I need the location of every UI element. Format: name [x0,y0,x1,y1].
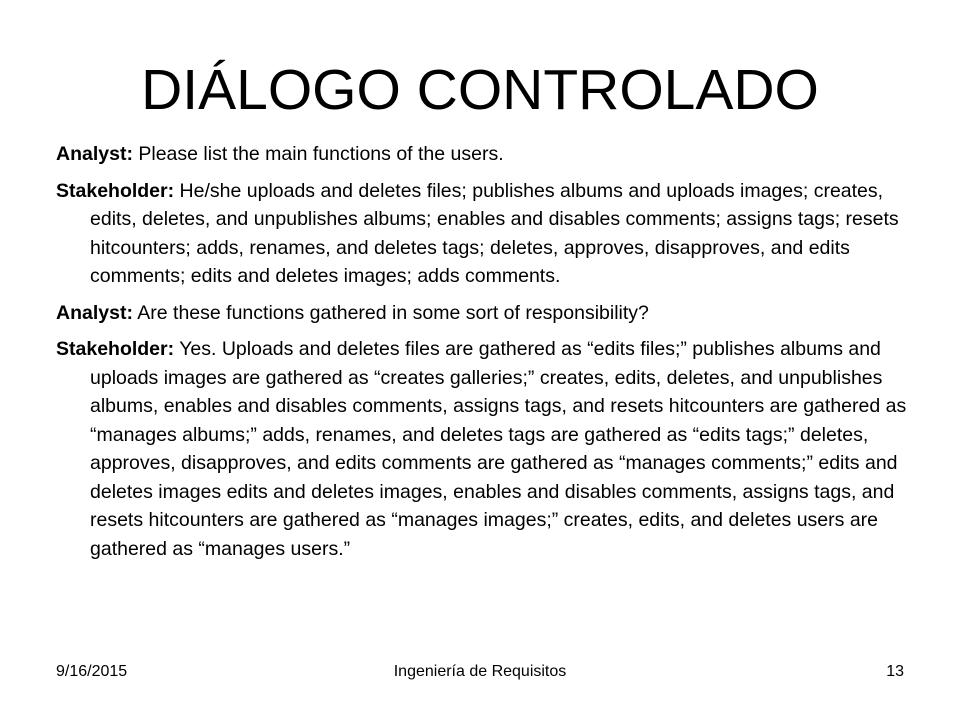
dialogue-text: Yes. Uploads and deletes files are gathered as “edits files;” publishes albums and uploads images are gathered as “creates galleries;” creates, edits, deletes, and unpublishes albums, enables and disables comments, assigns tags, and resets hitcounters are gathered as “manages albums;” adds, renames, and deletes tags are gathered as “edits tags;” deletes, approves, disapproves, and edits comments are gathered as “manages comments;” edits and deletes images edits and deletes images, enables and disables comments, assigns tags, and resets hitcounters are gathered as “manages images;” creates, edits, and deletes users are gathered as “manages users.” [90,338,907,560]
speaker-label: Stakeholder: [56,338,175,360]
footer-course-title: Ingeniería de Requisitos [393,663,567,680]
dialogue-text: He/she uploads and deletes files; publishes albums and uploads images; creates, edits, deletes, and unpublishes albums; enables and disables comments; assigns tags; resets hitcounters; adds, renames, and deletes tags; deletes, approves, disapproves, and edits comments; edits and deletes images; adds comments. [90,179,899,287]
footer-page-number: 13 [886,663,904,680]
dialogue-text: Are these functions gathered in some sort of responsibility? [137,301,649,324]
dialogue-paragraph [56,140,908,169]
speaker-label: Stakeholder: [56,179,175,202]
dialogue-text: Please list the main functions of the users. [138,143,504,165]
dialogue-paragraph [56,335,908,563]
dialogue-body [56,140,908,571]
speaker-label: Analyst: [56,301,133,324]
dialogue-paragraph [56,177,908,291]
footer-date: 9/16/2015 [56,663,128,680]
speaker-label: Analyst: [56,143,133,165]
dialogue-paragraph [56,299,908,328]
slide-title: DIÁLOGO CONTROLADO [141,58,819,122]
